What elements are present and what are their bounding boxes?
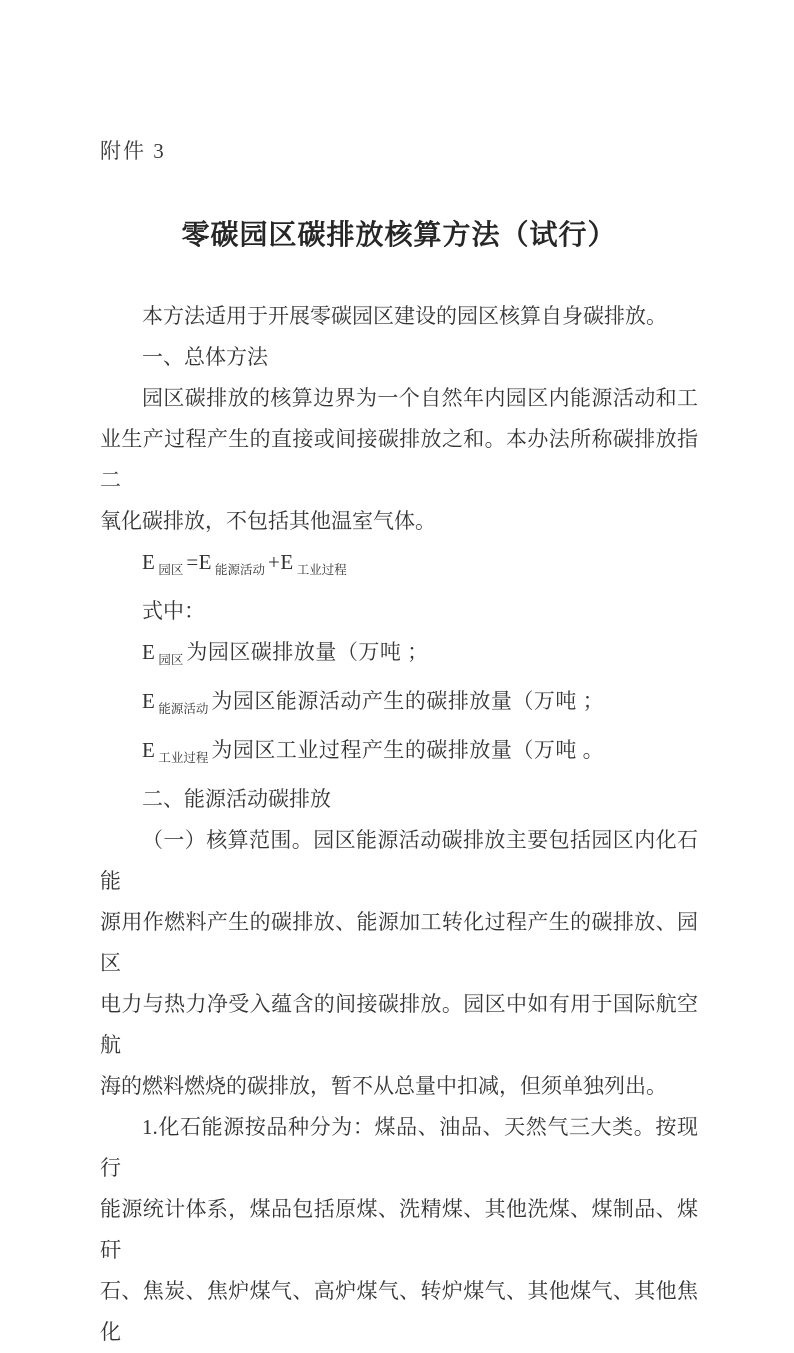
section2-heading: 二、能源活动碳排放 — [142, 787, 331, 811]
formula-text: E — [142, 738, 156, 762]
section2-paragraph1-line-4: 海的燃料燃烧的碳排放，暂不从总量中扣减，但须单独列出。 — [100, 1074, 667, 1098]
document-title: 零碳园区碳排放核算方法（试行） — [181, 220, 617, 251]
section2-paragraph1-line-3: 电力与热力净受入蕴含的间接碳排放。园区中如有用于国际航空航 — [100, 992, 698, 1057]
formula-text: 为园区能源活动产生的碳排放量（万吨 ； — [211, 689, 605, 713]
definition-e-industrial-process — [100, 730, 698, 779]
section2-paragraph1-line-1: （一）核算范围。园区能源活动碳排放主要包括园区内化石能 — [100, 828, 698, 893]
section1-paragraph-line-3: 氧化碳排放，不包括其他温室气体。 — [100, 509, 436, 533]
section1-heading: 一、总体方法 — [142, 345, 268, 369]
section1-paragraph-line-2: 业生产过程产生的直接或间接碳排放之和。本办法所称碳排放指二 — [100, 427, 698, 492]
formula-text: E — [142, 640, 156, 664]
formula-subscript: 工业过程 — [296, 563, 347, 577]
section2-paragraph2-line-2: 能源统计体系，煤品包括原煤、洗精煤、其他洗煤、煤制品、煤矸 — [100, 1197, 698, 1262]
formula-text: =E — [186, 550, 213, 574]
document-body — [100, 296, 698, 1353]
formula-subscript: 能源活动 — [215, 563, 266, 577]
section2-paragraph1-line-2: 源用作燃料产生的碳排放、能源加工转化过程产生的碳排放、园区 — [100, 910, 698, 975]
section1-paragraph-line-1: 园区碳排放的核算边界为一个自然年内园区内能源活动和工 — [142, 386, 698, 410]
section2-paragraph2-line-1: 1.化石能源按品种分为：煤品、油品、天然气三大类。按现行 — [100, 1115, 698, 1180]
formula-text: 为园区碳排放量（万吨 ； — [186, 640, 429, 664]
definition-e-energy-activity — [100, 681, 698, 730]
definition-e-park — [100, 632, 698, 681]
formula-text: 为园区工业过程产生的碳排放量（万吨 。 — [211, 738, 605, 762]
formula-text: +E — [268, 550, 294, 574]
formula-subscript: 能源活动 — [158, 702, 209, 716]
formula-subscript: 园区 — [158, 563, 184, 577]
where-label: 式中： — [142, 599, 205, 623]
formula-text: E — [142, 689, 156, 713]
section2-paragraph2-line-3: 石、焦炭、焦炉煤气、高炉煤气、转炉煤气、其他煤气、其他焦化 — [100, 1279, 698, 1344]
formula-text: E — [142, 550, 156, 574]
formula-subscript: 工业过程 — [158, 751, 209, 765]
intro-paragraph: 本方法适用于开展零碳园区建设的园区核算自身碳排放。 — [142, 304, 667, 328]
emission-total-formula — [100, 542, 698, 591]
formula-subscript: 园区 — [158, 653, 184, 667]
attachment-label: 附件 3 — [100, 139, 166, 163]
